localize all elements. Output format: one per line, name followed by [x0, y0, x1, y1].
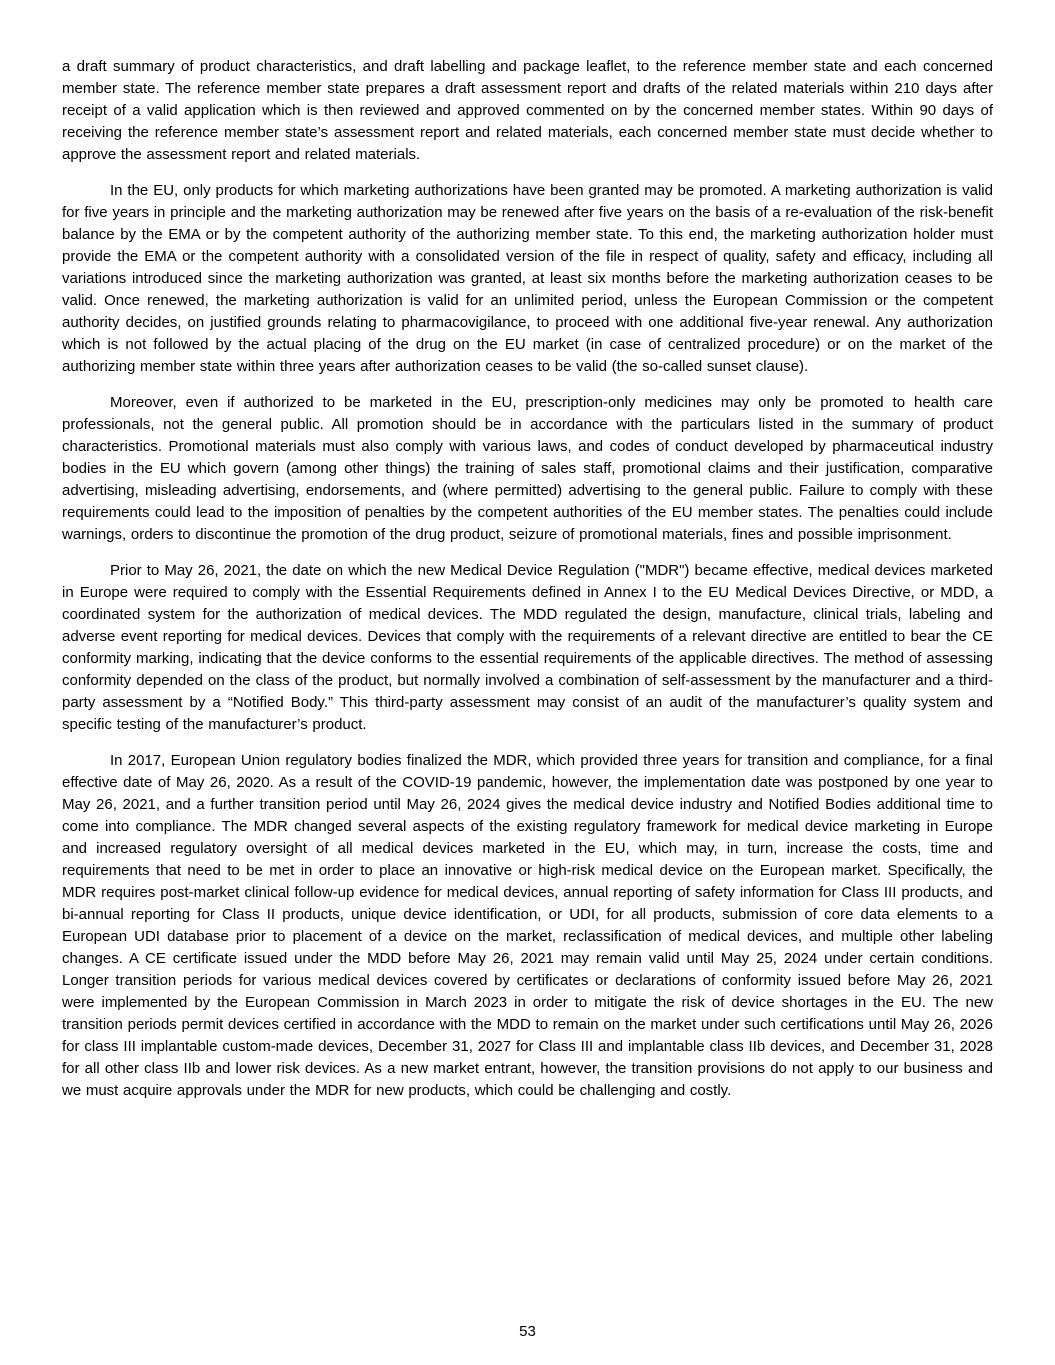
paragraph-mdd-ce-marking: Prior to May 26, 2021, the date on which the new Medical Device Regulation ("MDR") became effective, medical devices marketed in Europe were required to comply with the Essential Requirements defined in Annex I to the EU Medical Devices Directive, or MDD, a coordinated system for the authorization of medical devices. The MDD regulated the design, manufacture, clinical trials, labeling and adverse event reporting for medical devices. Devices that comply with the requirements of a relevant directive are entitled to bear the CE conformity marking, indicating that the device conforms to the essential requirements of the applicable directives. The method of assessing conformity depended on the class of the product, but normally involved a combination of self-assessment by the manufacturer and a third-party assessment by a “Notified Body.” This third-party assessment may consist of an audit of the manufacturer’s quality system and specific testing of the manufacturer’s product. — [62, 562, 993, 733]
paragraph-eu-marketing-authorization-validity: In the EU, only products for which marketing authorizations have been granted may be promoted. A marketing authorization is valid for five years in principle and the marketing authorization may be renewed after five years on the basis of a re-evaluation of the risk-benefit balance by the EMA or by the competent authority of the authorizing member state. To this end, the marketing authorization holder must provide the EMA or the competent authority with a consolidated version of the file in respect of quality, safety and efficacy, including all variations introduced since the marketing authorization was granted, at least six months before the marketing authorization ceases to be valid. Once renewed, the marketing authorization is valid for an unlimited period, unless the European Commission or the competent authority decides, on justified grounds relating to pharmacovigilance, to proceed with one additional five-year renewal. Any authorization which is not followed by the actual placing of the drug on the EU market (in case of centralized procedure) or on the market of the authorizing member state within three years after authorization ceases to be valid (the so-called sunset clause). — [62, 182, 993, 375]
paragraph-marketing-authorization-procedure: a draft summary of product characteristics, and draft labelling and package leaflet, to the reference member state and each concerned member state. The reference member state prepares a draft assessment report and drafts of the related materials within 210 days after receipt of a valid application which is then reviewed and approved commented on by the concerned member states. Within 90 days of receiving the reference member state’s assessment report and related materials, each concerned member state must decide whether to approve the assessment report and related materials. — [62, 58, 993, 163]
paragraph-promotion-restrictions: Moreover, even if authorized to be marketed in the EU, prescription-only medicines may only be promoted to health care professionals, not the general public. All promotion should be in accordance with the particulars listed in the summary of product characteristics. Promotional materials must also comply with various laws, and codes of conduct developed by pharmaceutical industry bodies in the EU which govern (among other things) the training of sales staff, promotional claims and their justification, comparative advertising, misleading advertising, endorsements, and (where permitted) advertising to the general public. Failure to comply with these requirements could lead to the imposition of penalties by the competent authorities of the EU member states. The penalties could include warnings, orders to discontinue the promotion of the drug product, seizure of promotional materials, fines and possible imprisonment. — [62, 394, 993, 543]
paragraph-mdr-transition: In 2017, European Union regulatory bodies finalized the MDR, which provided three years for transition and compliance, for a final effective date of May 26, 2020. As a result of the COVID-19 pandemic, however, the implementation date was postponed by one year to May 26, 2021, and a further transition period until May 26, 2024 gives the medical device industry and Notified Bodies additional time to come into compliance. The MDR changed several aspects of the existing regulatory framework for medical device marketing in Europe and increased regulatory oversight of all medical devices marketed in the EU, which may, in turn, increase the costs, time and requirements that need to be met in order to place an innovative or high-risk medical device on the European market. Specifically, the MDR requires post-market clinical follow-up evidence for medical devices, annual reporting of safety information for Class III products, and bi-annual reporting for Class II products, unique device identification, or UDI, for all products, submission of core data elements to a European UDI database prior to placement of a device on the market, reclassification of medical devices, and multiple other labeling changes. A CE certificate issued under the MDD before May 26, 2021 may remain valid until May 25, 2024 under certain conditions. Longer transition periods for various medical devices covered by certificates or declarations of conformity issued before May 26, 2021 were implemented by the European Commission in March 2023 in order to mitigate the risk of device shortages in the EU. The new transition periods permit devices certified in accordance with the MDD to remain on the market under such certifications until May 26, 2026 for class III implantable custom-made devices, December 31, 2027 for Class III and implantable class IIb devices, and December 31, 2028 for all other class IIb and lower risk devices. As a new market entrant, however, the transition provisions do not apply to our business and we must acquire approvals under the MDR for new products, which could be challenging and costly. — [62, 752, 993, 1099]
page-number: 53 — [519, 1323, 536, 1340]
